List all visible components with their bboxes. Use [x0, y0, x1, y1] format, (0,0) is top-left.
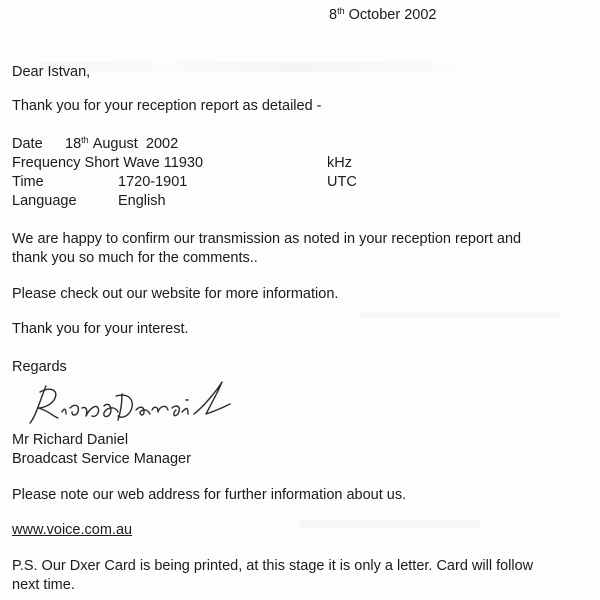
- salutation: Dear Istvan,: [12, 64, 91, 80]
- detail-language-label: Language: [12, 193, 77, 209]
- confirm-paragraph-line2: thank you so much for the comments..: [12, 250, 258, 266]
- signer-title: Broadcast Service Manager: [12, 451, 191, 467]
- bleed-through-texture: [40, 62, 460, 72]
- thanks-line: Thank you for your interest.: [12, 321, 189, 337]
- bleed-through-texture: [360, 312, 560, 318]
- confirm-paragraph-line1: We are happy to confirm our transmission as noted in your reception report and: [12, 231, 522, 247]
- web-note: Please note our web address for further information about us.: [12, 487, 407, 503]
- detail-frequency-unit: kHz: [327, 155, 352, 171]
- web-address-link[interactable]: www.voice.com.au: [12, 522, 133, 538]
- detail-time-label: Time: [12, 174, 44, 190]
- detail-language-value: English: [118, 193, 166, 209]
- signer-name: Mr Richard Daniel: [12, 432, 129, 448]
- letter-date: 8th October 2002: [329, 6, 437, 23]
- ps-line2: next time.: [12, 577, 75, 593]
- detail-time-unit: UTC: [327, 174, 357, 190]
- detail-date-label: Date: [12, 136, 43, 152]
- closing: Regards: [12, 359, 67, 375]
- ps-line1: P.S. Our Dxer Card is being printed, at this stage it is only a letter. Card will follow: [12, 558, 534, 574]
- bleed-through-texture: [300, 520, 480, 528]
- detail-time-value: 1720-1901: [118, 174, 188, 190]
- detail-date-value: 18th August 2002: [65, 135, 179, 152]
- website-note: Please check out our website for more information.: [12, 286, 339, 302]
- detail-frequency: Frequency Short Wave 11930: [12, 155, 204, 171]
- intro-paragraph: Thank you for your reception report as detailed -: [12, 98, 322, 114]
- handwritten-signature: [26, 378, 241, 428]
